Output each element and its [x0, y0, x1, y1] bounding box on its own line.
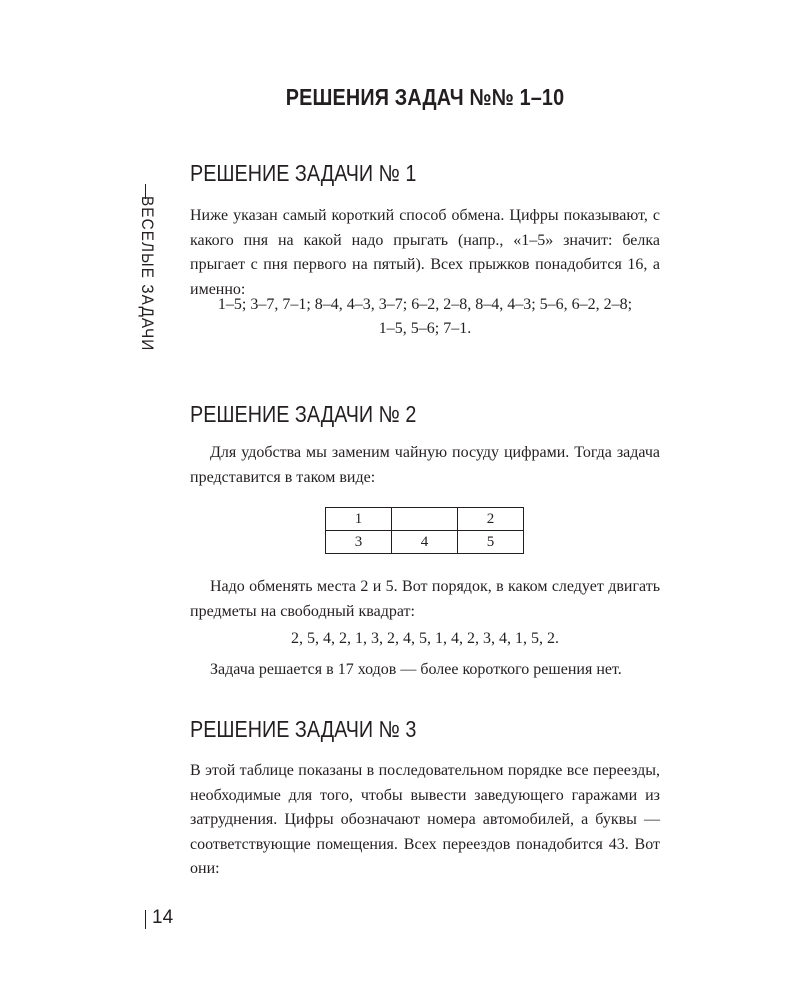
page-title: РЕШЕНИЯ ЗАДАЧ №№ 1–10: [285, 84, 565, 110]
section-2-paragraph-3: Задача решается в 17 ходов — более короткого решения нет.: [210, 661, 622, 678]
grid-cell: 5: [458, 531, 524, 554]
section-2-paragraph-2: Надо обменять места 2 и 5. Вот порядок, в каком следует двигать предметы на свободный квадрат:: [190, 578, 660, 620]
tea-set-grid: [325, 507, 524, 554]
section-1-jumps-line-1: 1–5; 3–7, 7–1; 8–4, 4–3, 3–7; 6–2, 2–8, 8–4, 4–3; 5–6, 6–2, 2–8;: [217, 296, 633, 313]
section-1-jumps-line-2: 1–5, 5–6; 7–1.: [378, 320, 472, 337]
grid-cell: 3: [326, 531, 392, 554]
section-2-paragraph-1: Для удобства мы заменим чайную посуду цифрами. Тогда задача представится в таком виде:: [190, 444, 660, 486]
section-1-heading: РЕШЕНИЕ ЗАДАЧИ № 1: [190, 160, 417, 186]
section-3-heading: РЕШЕНИЕ ЗАДАЧИ № 3: [190, 716, 417, 742]
grid-cell: 1: [326, 508, 392, 531]
running-side-label: ВЕСЕЛЫЕ ЗАДАЧИ: [138, 196, 157, 352]
section-1-paragraph: Ниже указан самый короткий способ обмена. Цифры показывают, с какого пня на какой надо прыгать (напр., «1–5» значит: белка прыгает с пня первого на пятый). Всех прыжков понадобится 16, а именно:: [190, 207, 660, 298]
grid-cell: 4: [392, 531, 458, 554]
page-number: 14: [152, 907, 174, 928]
section-3-paragraph: В этой таблице показаны в последовательном порядке все переезды, необходимые для того, чтобы вывести заведующего гаражами из затруднения. Цифры обозначают номера автомобилей, а буквы — соответствующие помещения. Всех переездов понадобится 43. Вот они:: [190, 762, 660, 877]
grid-row: [326, 508, 524, 531]
grid-cell: 2: [458, 508, 524, 531]
grid-cell-empty: [392, 508, 458, 531]
grid-row: [326, 531, 524, 554]
section-2-heading: РЕШЕНИЕ ЗАДАЧИ № 2: [190, 401, 417, 427]
page-number-rule: [145, 910, 146, 929]
section-2-move-sequence: 2, 5, 4, 2, 1, 3, 2, 4, 5, 1, 4, 2, 3, 4, 1, 5, 2.: [291, 630, 559, 647]
